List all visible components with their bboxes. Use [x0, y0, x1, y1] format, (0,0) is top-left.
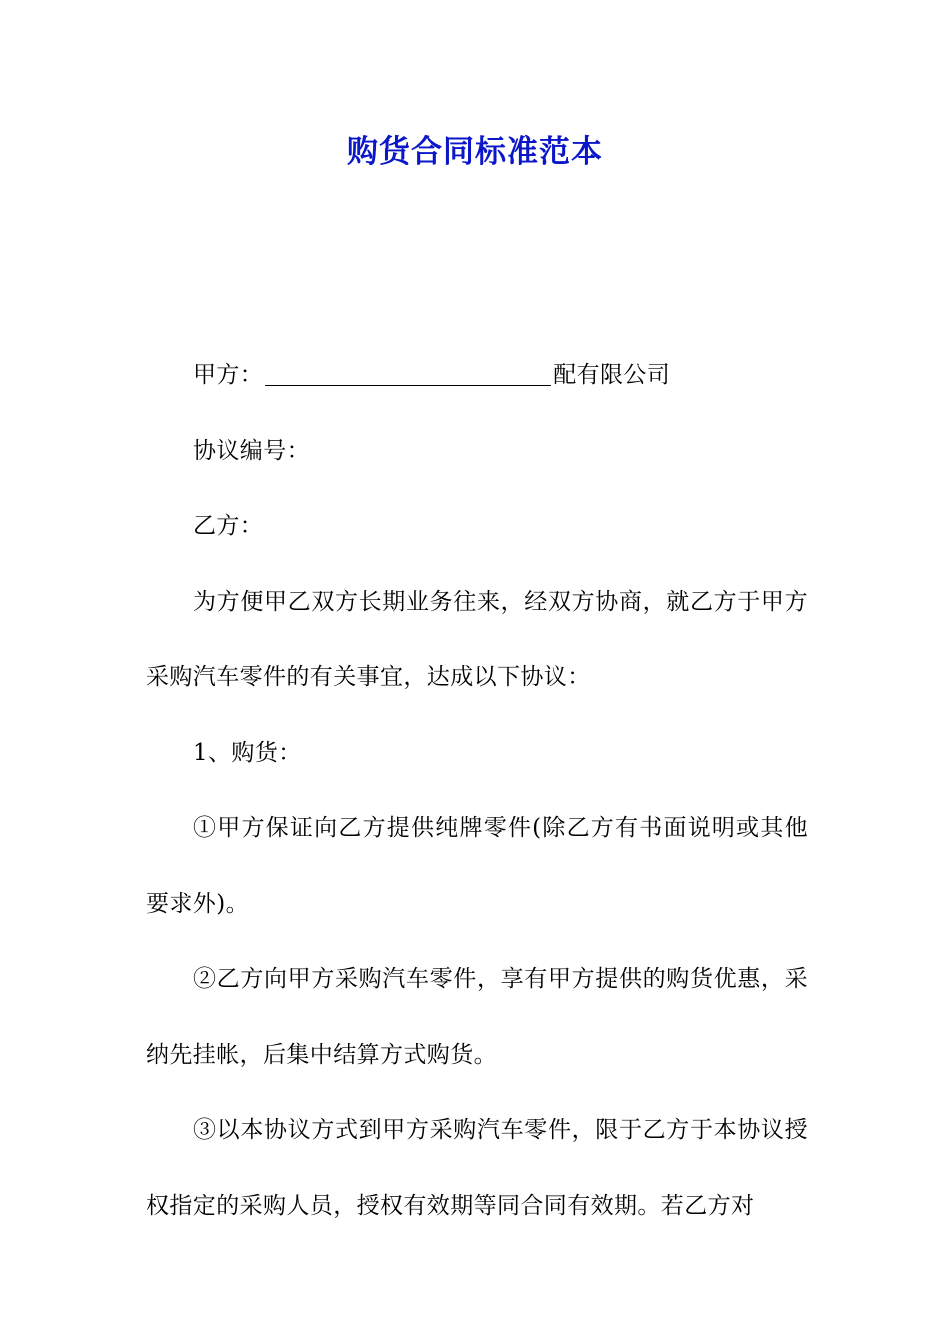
section-heading-purchase: 1、购货： [193, 739, 302, 766]
clause-3: ③以本协议方式到甲方采购汽车零件，限于乙方于本协议授权指定的采购人员，授权有效期等同合同有效期。若乙方对 [146, 1117, 808, 1219]
party-a-suffix: 配有限公司 [553, 362, 671, 388]
paragraph-intro: 为方便甲乙双方长期业务往来，经双方协商，就乙方于甲方采购汽车零件的有关事宜，达成以下协议： [146, 588, 808, 690]
document-body [146, 338, 808, 1244]
party-a-line [146, 338, 808, 414]
clause-1: ①甲方保证向乙方提供纯牌零件(除乙方有书面说明或其他要求外)。 [146, 815, 808, 917]
party-a-label: 甲方： [193, 362, 264, 388]
party-b-line: 乙方： [193, 513, 264, 539]
document-title: 购货合同标准范本 [347, 134, 603, 170]
agreement-number: 协议编号： [193, 437, 310, 464]
party-a-blank [265, 363, 551, 386]
clause-2: ②乙方向甲方采购汽车零件，享有甲方提供的购货优惠，采纳先挂帐，后集中结算方式购货。 [146, 966, 808, 1068]
